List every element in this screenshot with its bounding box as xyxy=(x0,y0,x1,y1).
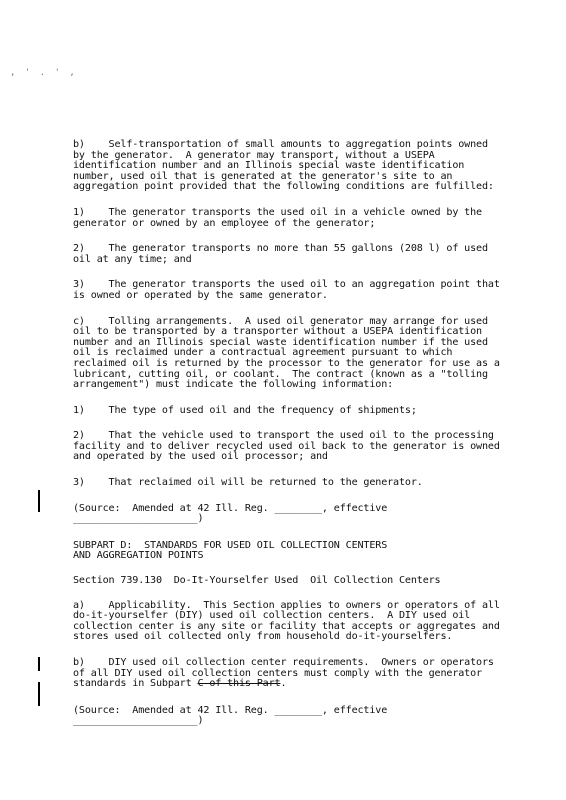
document-body xyxy=(73,140,543,740)
paragraph-b xyxy=(73,140,543,193)
scan-artifact: , ' . ' , xyxy=(10,68,77,78)
paragraph-c2 xyxy=(73,431,543,463)
paragraph-c xyxy=(73,317,543,391)
text-line: 3) The generator transports the used oil to an aggregation point that xyxy=(73,279,500,291)
subpart-line: SUBPART D: STANDARDS FOR USED OIL COLLECTION CENTERS xyxy=(73,539,388,551)
text-line: b) DIY used oil collection center requirements. Owners or operators xyxy=(73,657,494,668)
text-line: aggregation point provided that the following conditions are fulfilled: xyxy=(73,181,494,193)
paragraph-b2 xyxy=(73,244,543,265)
deleted-text: C of this Part xyxy=(197,678,281,690)
text-line: 2) The generator transports no more than 55 gallons (208 l) of used xyxy=(73,243,488,255)
text-line: oil to be transported by a transporter without a USEPA identification xyxy=(73,326,482,338)
text-line: of all DIY used oil collection centers must comply with the generator xyxy=(73,667,482,679)
text-line: reclaimed oil is returned by the processor to the generator for use as a xyxy=(73,357,500,369)
text-line: by the generator. A generator may transport, without a USEPA xyxy=(73,149,435,161)
source-note xyxy=(73,504,543,525)
text-line: a) Applicability. This Section applies to owners or operators of all xyxy=(73,599,500,611)
text-line: and operated by the used oil processor; and xyxy=(73,451,328,463)
source-note xyxy=(73,706,543,727)
text-line: lubricant, cutting oil, or coolant. The contract (known as a "tolling xyxy=(73,368,488,380)
source-line: _____________________) xyxy=(73,513,204,525)
text-line: 2) That the vehicle used to transport the used oil to the processing xyxy=(73,430,494,442)
text-line: facility and to deliver recycled used oil back to the generator is owned xyxy=(73,440,500,452)
text-line: is owned or operated by the same generator. xyxy=(73,289,328,301)
text-line: oil is reclaimed under a contractual agreement pursuant to which xyxy=(73,347,453,359)
text-line: generator or owned by an employee of the generator; xyxy=(73,217,376,229)
source-line: (Source: Amended at 42 Ill. Reg. ________, effective xyxy=(73,704,388,716)
source-line: _____________________) xyxy=(73,715,204,727)
revision-bar xyxy=(38,490,40,512)
text-line: arrangement") must indicate the following information: xyxy=(73,379,394,391)
source-line: (Source: Amended at 42 Ill. Reg. ________, effective xyxy=(73,502,388,514)
section-heading: Section 739.130 Do-It-Yourselfer Used Oil Collection Centers xyxy=(73,575,441,587)
text-line: c) Tolling arrangements. A used oil generator may arrange for used xyxy=(73,315,488,327)
text-line: 1) The type of used oil and the frequency of shipments; xyxy=(73,404,417,416)
text-line: oil at any time; and xyxy=(73,253,192,265)
text-line: 3) That reclaimed oil will be returned to the generator. xyxy=(73,477,423,489)
text-segment: . xyxy=(280,678,287,690)
text-line: stores used oil collected only from household do-it-yourselfers. xyxy=(73,631,453,643)
paragraph-applicability xyxy=(73,601,543,643)
text-line: identification number and an Illinois special waste identification xyxy=(73,160,465,172)
revision-bar xyxy=(38,682,40,706)
subpart-heading xyxy=(73,541,543,562)
paragraph-b3 xyxy=(73,280,543,301)
text-line: number and an Illinois special waste identification number if the used xyxy=(73,336,488,348)
text-line: b) Self-transportation of small amounts to aggregation points owned xyxy=(73,139,488,150)
paragraph-requirements xyxy=(73,658,543,690)
text-segment: standards in Subpart xyxy=(73,678,198,690)
text-line: do-it-yourselfer (DIY) used oil collection centers. A DIY used oil xyxy=(73,610,471,622)
paragraph-c3 xyxy=(73,478,543,489)
paragraph-c1 xyxy=(73,406,543,417)
text-line: collection center is any site or facility that accepts or aggregates and xyxy=(73,620,500,632)
text-line xyxy=(73,679,543,690)
subpart-line: AND AGGREGATION POINTS xyxy=(73,550,204,562)
revision-bar xyxy=(38,657,40,671)
text-line: number, used oil that is generated at the generator's site to an xyxy=(73,170,453,182)
text-line: 1) The generator transports the used oil in a vehicle owned by the xyxy=(73,206,482,218)
paragraph-b1 xyxy=(73,208,543,229)
